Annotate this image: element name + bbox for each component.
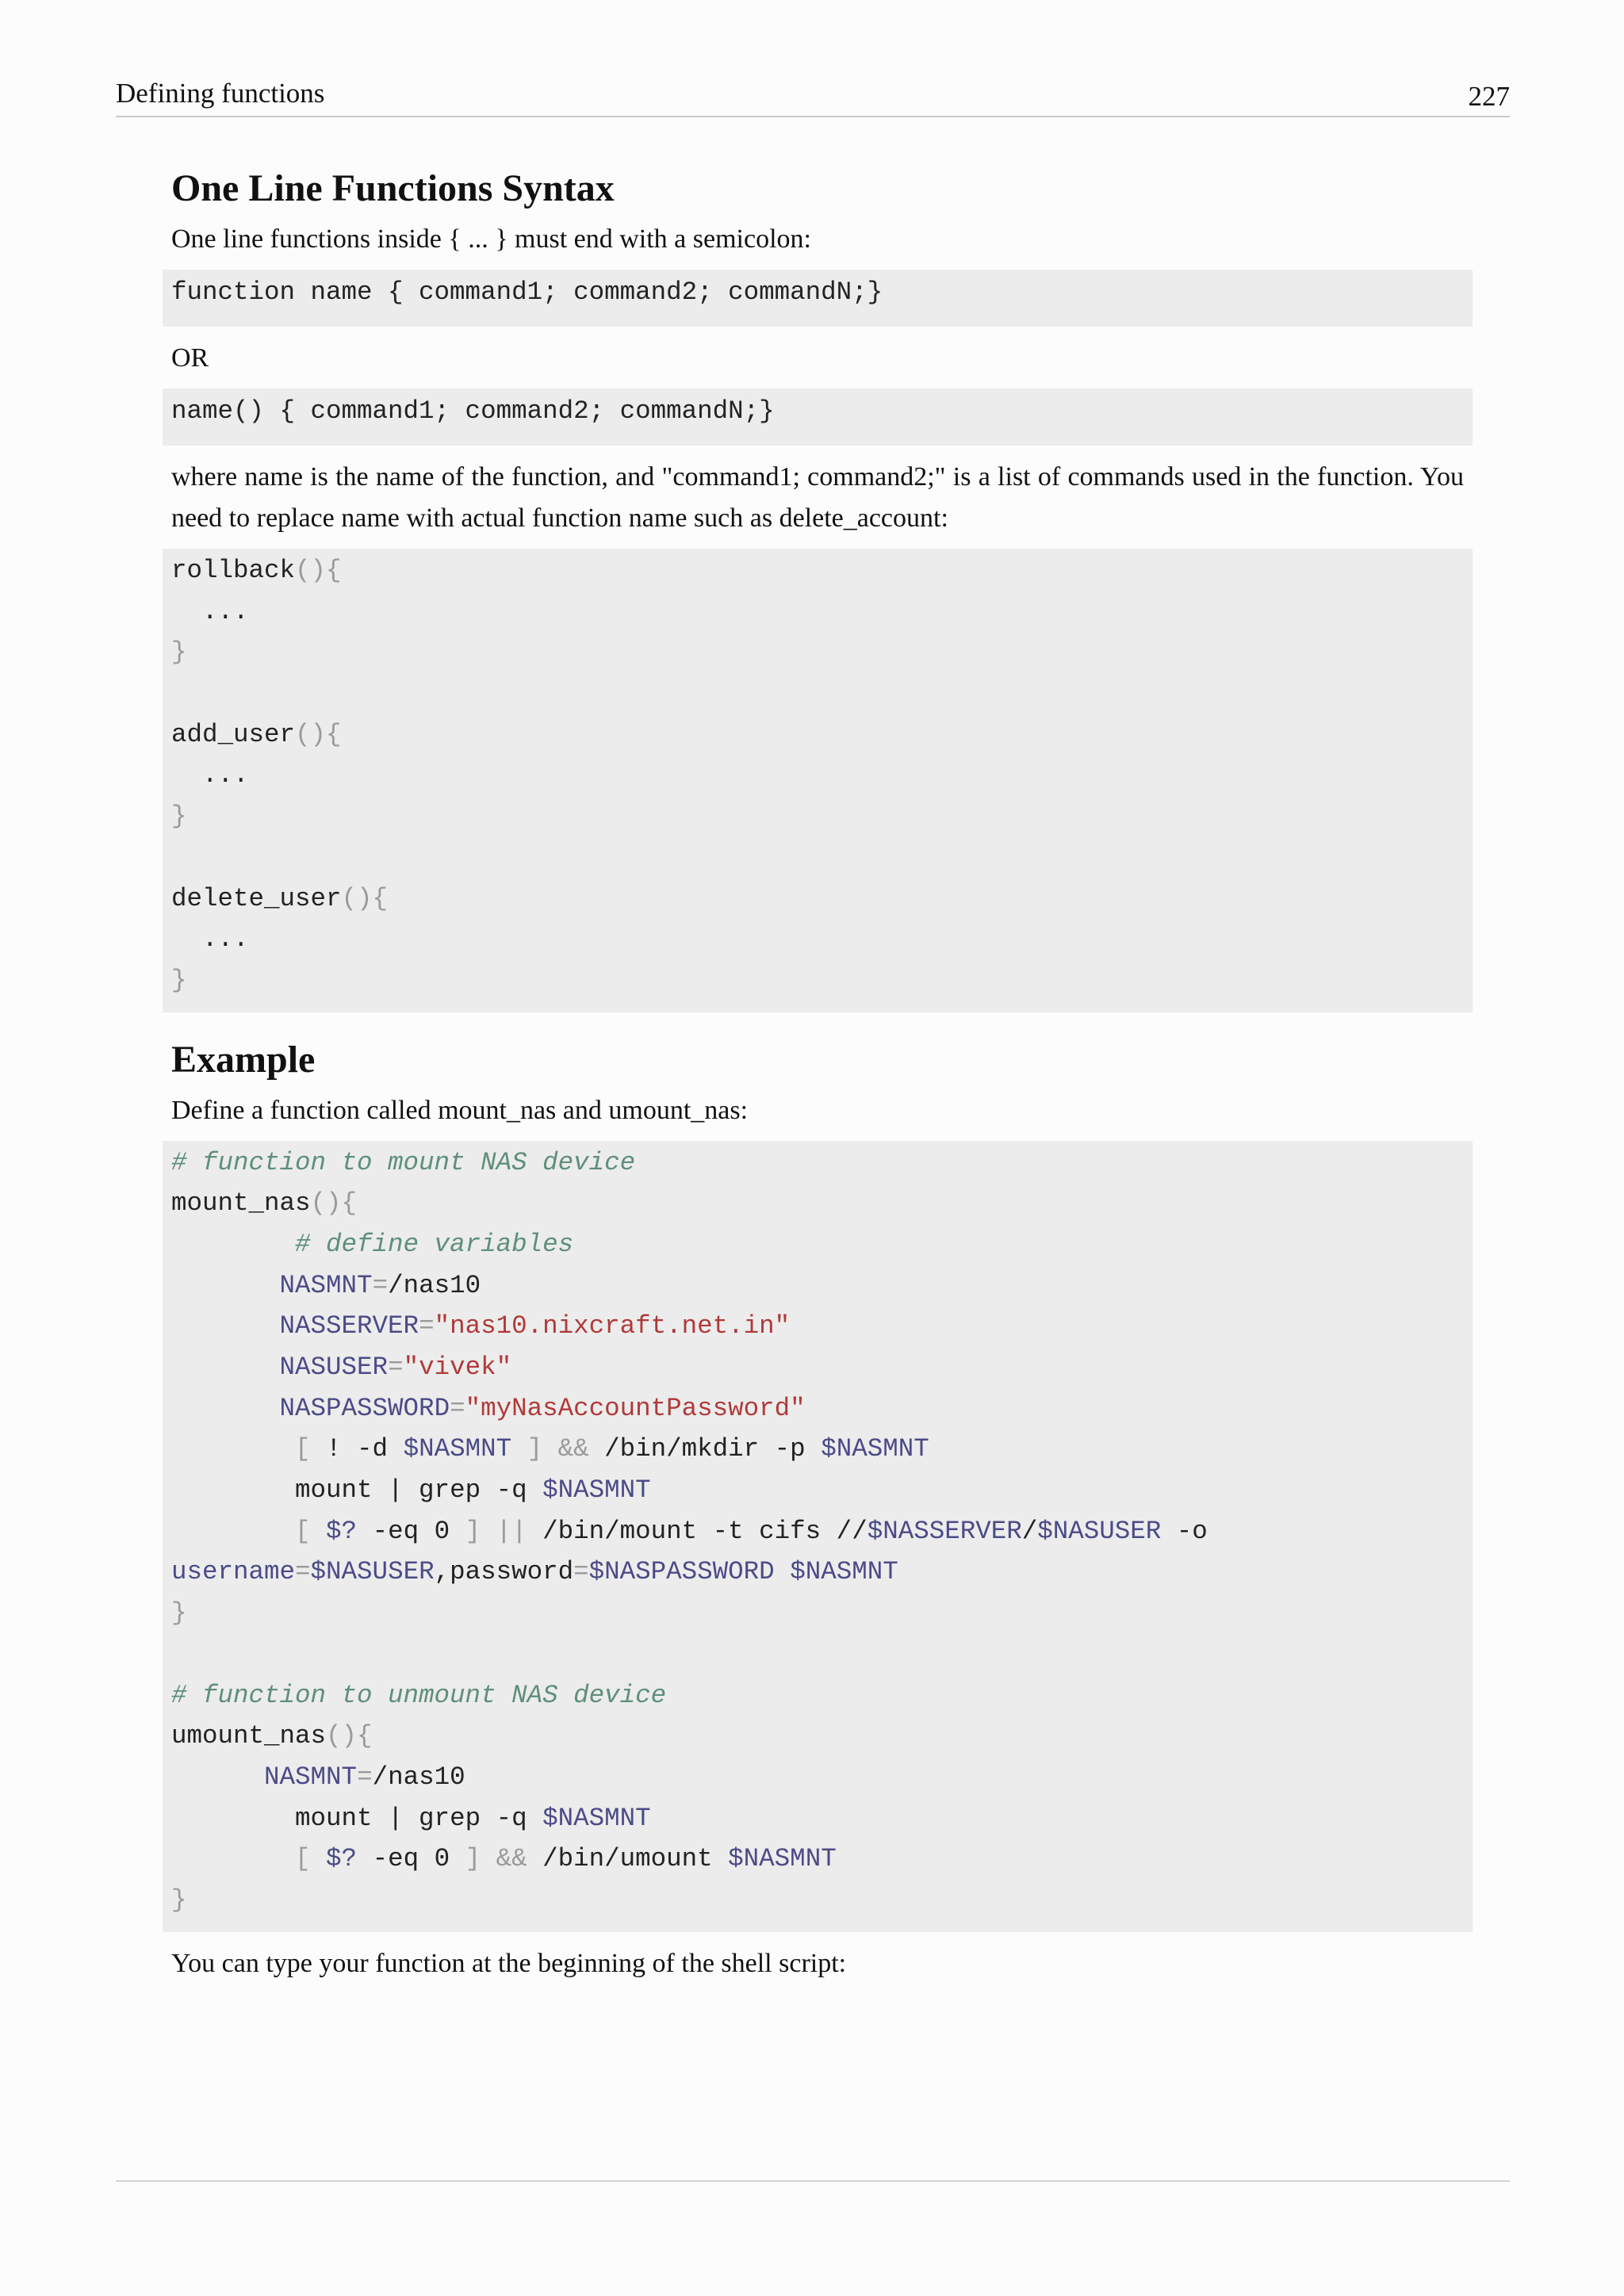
code-line-blank: [171, 1634, 1464, 1675]
code-token: (){: [295, 719, 342, 749]
or-paragraph: OR: [171, 343, 209, 373]
code-token: /bin/mkdir -p: [604, 1434, 822, 1464]
running-title: Defining functions: [116, 78, 325, 109]
code-token: (){: [310, 1188, 358, 1219]
code-token: mount | grep -q: [295, 1803, 543, 1833]
code-token: (){: [326, 1721, 373, 1751]
intro-paragraph: One line functions inside { ... } must end with a semicolon:: [171, 224, 811, 254]
code-comment: # function to mount NAS device: [171, 1147, 636, 1177]
code-token: (){: [341, 883, 389, 913]
code-token: NASUSER: [279, 1353, 389, 1382]
code-line: }: [171, 802, 187, 832]
code-line: }: [171, 1598, 187, 1628]
code-token: $NASMNT: [542, 1803, 651, 1833]
code-token: mount_nas: [171, 1188, 311, 1219]
code-token: umount_nas: [171, 1721, 327, 1751]
page-number: 227: [1468, 81, 1510, 112]
code-token: =: [388, 1353, 404, 1382]
code-token: username: [171, 1557, 296, 1587]
code-token: $NASSERVER: [867, 1516, 1022, 1546]
code-token: /nas10: [372, 1762, 465, 1792]
code-token: -o: [1161, 1516, 1208, 1546]
code-block-syntax-1: [163, 270, 1473, 327]
code-token: $NASUSER: [310, 1557, 435, 1587]
code-token: delete_user: [171, 883, 342, 913]
code-token: [: [295, 1844, 311, 1874]
code-block-syntax-2: [163, 388, 1473, 446]
code-token: NASSERVER: [279, 1311, 419, 1341]
code-token: ] &&: [511, 1434, 605, 1464]
code-token: NASPASSWORD: [279, 1393, 450, 1423]
code-line: ...: [171, 924, 249, 955]
code-line: }: [171, 965, 187, 995]
code-token: =: [573, 1557, 589, 1587]
page-content: [171, 163, 1464, 1984]
code-token: /bin/umount: [542, 1844, 729, 1874]
section-heading-one-line-functions: One Line Functions Syntax: [171, 167, 615, 209]
code-token: =: [295, 1557, 311, 1587]
code-token: rollback: [171, 556, 296, 585]
code-line: }: [171, 637, 187, 668]
code-line-blank: [171, 837, 1464, 878]
code-token: [775, 1557, 791, 1586]
code-token: ] ||: [465, 1516, 543, 1546]
section-heading-example: Example: [171, 1038, 316, 1081]
code-token: $NASMNT: [403, 1434, 512, 1464]
code-token: "vivek": [403, 1353, 512, 1382]
code-comment: # define variables: [295, 1229, 574, 1259]
code-token: /nas10: [388, 1270, 481, 1300]
code-token: mount | grep -q: [295, 1475, 543, 1506]
code-token: $?: [310, 1844, 358, 1874]
code-comment: # function to unmount NAS device: [171, 1680, 667, 1710]
code-token: /: [1021, 1516, 1038, 1546]
code-token: =: [450, 1393, 465, 1423]
code-block-example: [163, 1141, 1473, 1932]
code-line: function name { command1; command2; commandN;}: [171, 277, 883, 307]
explanation-paragraph: where name is the name of the function, and "command1; command2;" is a list of commands used in the function. You need to replace name with actual function name such as delete_account:: [171, 462, 1464, 533]
code-token: $NASMNT: [790, 1557, 898, 1587]
page-header: [116, 78, 1510, 117]
code-token: $NASUSER: [1037, 1516, 1162, 1546]
code-token: [: [295, 1434, 311, 1464]
code-token: =: [419, 1311, 435, 1341]
code-token: -eq 0: [357, 1516, 465, 1546]
code-token: add_user: [171, 719, 296, 749]
code-token: /bin/mount -t cifs //: [542, 1516, 868, 1546]
code-line: ...: [171, 760, 249, 790]
code-token: NASMNT: [264, 1762, 358, 1792]
code-token: "myNasAccountPassword": [465, 1393, 806, 1423]
code-line: }: [171, 1885, 187, 1915]
code-line-blank: [171, 673, 1464, 714]
code-token: $NASMNT: [728, 1844, 837, 1874]
code-token: -eq 0: [357, 1844, 465, 1874]
example-intro-paragraph: Define a function called mount_nas and umount_nas:: [171, 1095, 749, 1125]
code-token: $?: [310, 1516, 358, 1546]
code-line: name() { command1; command2; commandN;}: [171, 396, 775, 426]
code-token: $NASPASSWORD: [588, 1557, 775, 1587]
code-token: NASMNT: [279, 1270, 373, 1300]
code-token: (){: [295, 556, 342, 585]
code-token: ,password: [434, 1557, 574, 1587]
outro-paragraph: You can type your function at the beginning of the shell script:: [171, 1948, 847, 1978]
code-block-function-names: [163, 549, 1473, 1012]
code-line: ...: [171, 596, 249, 626]
code-token: ] &&: [465, 1844, 543, 1874]
code-token: $NASMNT: [542, 1475, 651, 1506]
code-token: [: [295, 1516, 311, 1546]
code-token: =: [357, 1762, 373, 1792]
footer-rule: [116, 2180, 1510, 2182]
code-token: =: [372, 1270, 389, 1300]
code-token: ! -d: [310, 1434, 404, 1464]
code-token: "nas10.nixcraft.net.in": [434, 1311, 791, 1341]
code-token: $NASMNT: [821, 1434, 929, 1464]
